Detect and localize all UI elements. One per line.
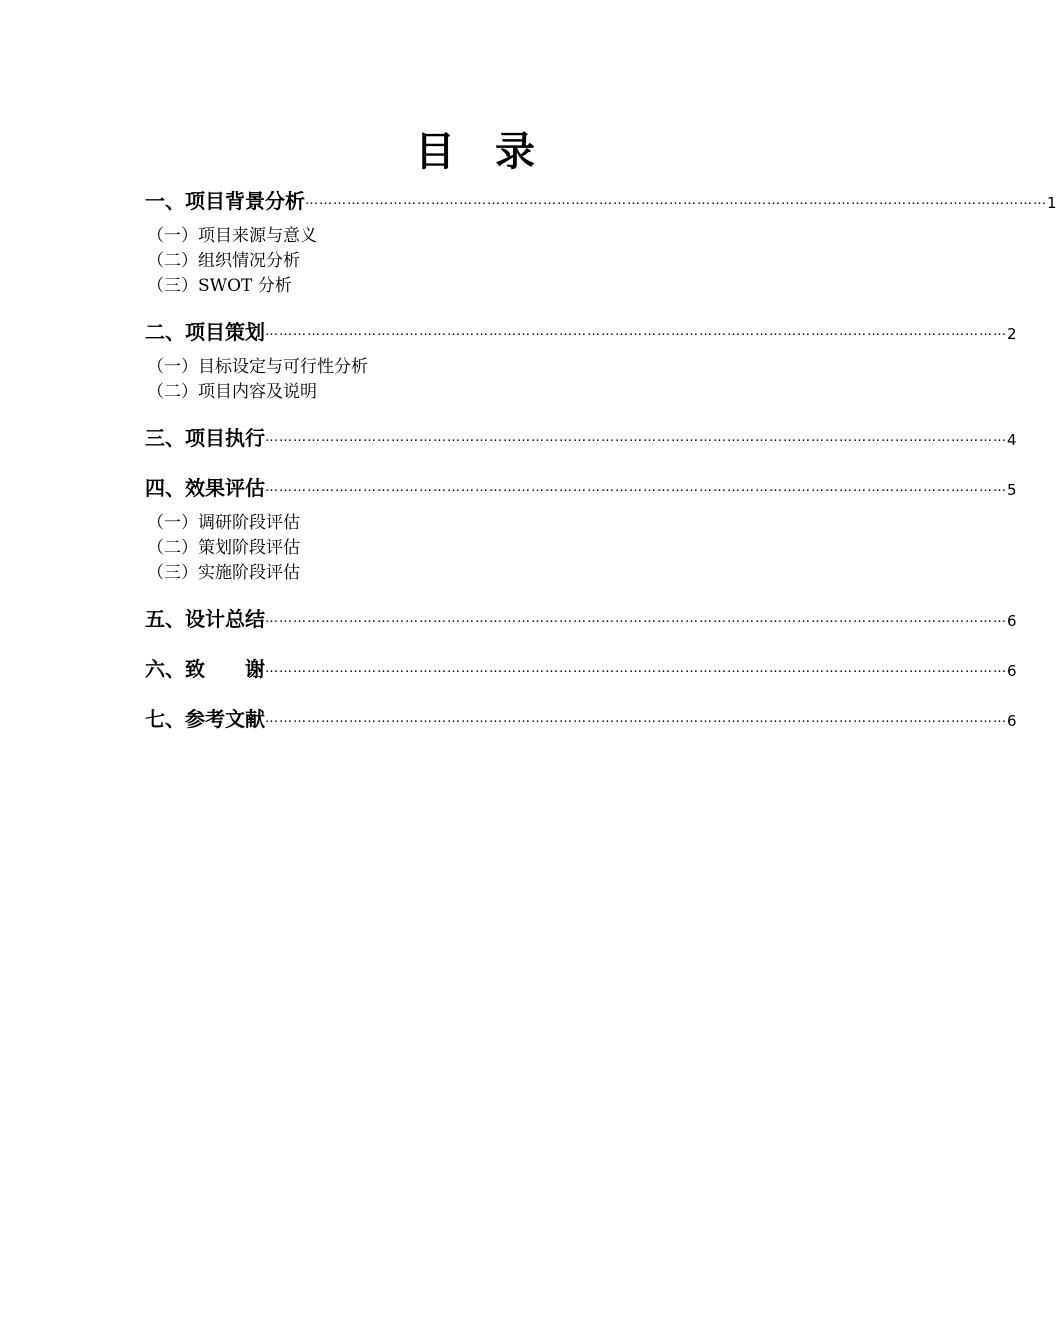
toc-section-4	[145, 473, 1017, 586]
toc-entry-label: 七、参考文献	[145, 707, 265, 731]
toc-leader-dots: ……………………………………………………………………………………………………………………………………………	[305, 193, 1047, 208]
toc-subsection[interactable]: （二）策划阶段评估	[147, 538, 300, 558]
toc-section-7	[145, 704, 1017, 734]
toc-leader-dots: ……………………………………………………………………………………………………………………………………………	[265, 611, 1007, 626]
toc-section-1	[145, 186, 1057, 299]
toc-entry[interactable]	[145, 654, 1017, 684]
toc-subsection-list	[145, 347, 805, 405]
toc-entry-label: 三、项目执行	[145, 426, 265, 450]
toc-entry[interactable]	[145, 317, 1017, 347]
toc-entry-label: 一、项目背景分析	[145, 189, 305, 213]
toc-entry-label: 五、设计总结	[145, 607, 265, 631]
toc-leader-dots: ……………………………………………………………………………………………………………………………………………	[265, 480, 1007, 495]
toc-page-number: 5	[1007, 481, 1017, 499]
toc-entry[interactable]	[145, 604, 1017, 634]
toc-subsection[interactable]: （三）SWOT 分析	[147, 276, 292, 296]
toc-page-number: 4	[1007, 431, 1017, 449]
toc-subsection-list	[145, 216, 805, 299]
toc-entry-label: 六、致 谢	[145, 657, 265, 681]
toc-subsection[interactable]: （一）调研阶段评估	[147, 513, 300, 533]
toc-subsection-list	[145, 503, 805, 586]
toc-leader-dots: ……………………………………………………………………………………………………………………………………………	[265, 430, 1007, 445]
toc-entry-label: 四、效果评估	[145, 476, 265, 500]
toc-section-2	[145, 317, 1017, 405]
toc-leader-dots: ……………………………………………………………………………………………………………………………………………	[265, 661, 1007, 676]
toc-page-number: 1	[1047, 194, 1057, 212]
toc-section-5	[145, 604, 1017, 634]
toc-page-number: 6	[1007, 712, 1017, 730]
toc-entry[interactable]	[145, 704, 1017, 734]
toc-section-6	[145, 654, 1017, 684]
toc-page-number: 2	[1007, 325, 1017, 343]
toc-subsection[interactable]: （一）目标设定与可行性分析	[147, 357, 368, 377]
toc-page-number: 6	[1007, 662, 1017, 680]
toc-entry[interactable]	[145, 473, 1017, 503]
toc-entry[interactable]	[145, 423, 1017, 453]
toc-subsection[interactable]: （三）实施阶段评估	[147, 563, 300, 583]
toc-entry-label: 二、项目策划	[145, 320, 265, 344]
toc-page-number: 6	[1007, 612, 1017, 630]
toc-entry[interactable]	[145, 186, 1057, 216]
toc-subsection[interactable]: （二）项目内容及说明	[147, 382, 317, 402]
toc-list	[145, 186, 1057, 734]
toc-subsection[interactable]: （一）项目来源与意义	[147, 226, 317, 246]
toc-section-3	[145, 423, 1017, 453]
toc-leader-dots: ……………………………………………………………………………………………………………………………………………	[265, 711, 1007, 726]
toc-title: 目录	[415, 129, 575, 175]
toc-subsection[interactable]: （二）组织情况分析	[147, 251, 300, 271]
toc-leader-dots: ……………………………………………………………………………………………………………………………………………	[265, 324, 1007, 339]
